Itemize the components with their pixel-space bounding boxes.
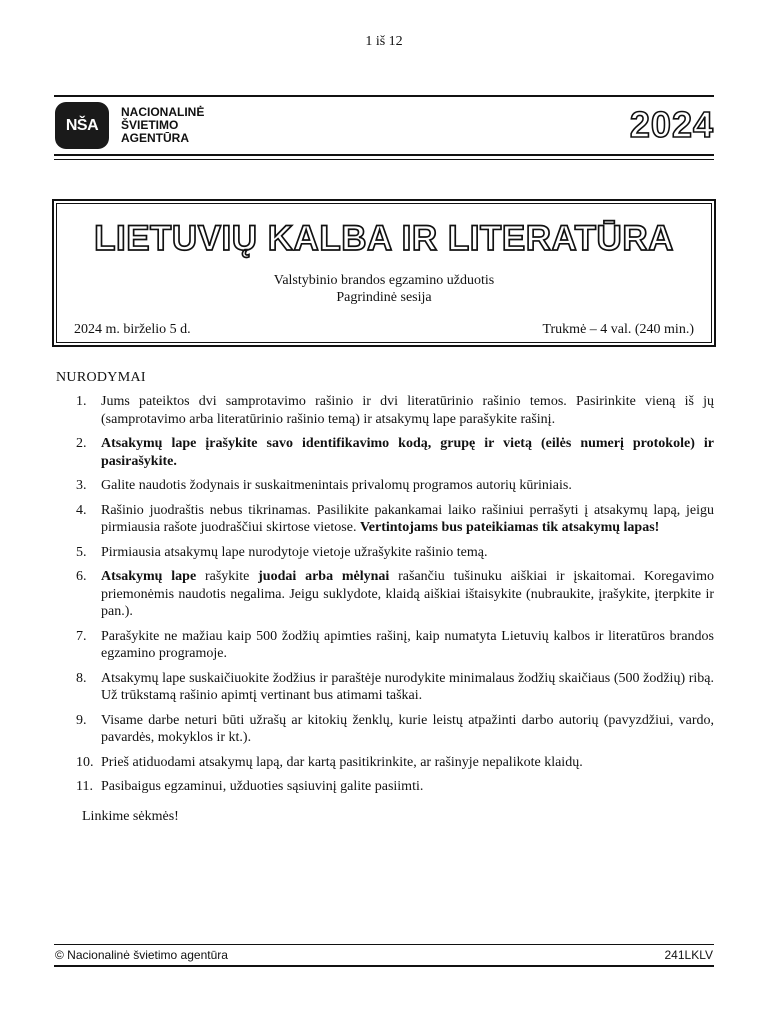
exam-year: 2024 — [629, 104, 714, 145]
exam-duration: Trukmė – 4 val. (240 min.) — [542, 322, 694, 337]
instruction-text-bold: Vertintojams bus pateikiamas tik atsakymų lapas! — [359, 520, 660, 535]
instruction-number: 10. — [76, 754, 94, 770]
instruction-item — [76, 568, 714, 621]
closing-wish: Linkime sėkmės! — [82, 809, 179, 824]
instruction-text-segment: Parašykite ne mažiau kaip 500 žodžių apimties rašinį, kaip numatyta Lietuvių kalbos ir literatūros brandos egzamino programoje. — [101, 628, 714, 661]
instruction-text-segment: Visame darbe neturi būti užrašų ar kitokių ženklų, kurie leistų atpažinti darbo autorių (pavyzdžiui, vardo, pavardės, mokyklos ir kt.). — [101, 712, 714, 745]
instruction-text-segment: Prieš atiduodami atsakymų lapą, dar kartą pasitikrinkite, ar rašinyje nepalikote klaidų. — [101, 754, 583, 770]
instruction-text-segment: Pasibaigus egzaminui, užduoties sąsiuvinį galite pasiimti. — [101, 779, 424, 794]
instructions-heading: NURODYMAI — [56, 370, 146, 385]
instruction-item — [76, 477, 714, 495]
instruction-number: 1. — [76, 394, 87, 409]
instruction-text — [101, 778, 714, 796]
footer-document-code: 241LKLV — [664, 948, 713, 962]
agency-name-line: NACIONALINĖ — [121, 105, 205, 119]
instruction-text — [101, 628, 714, 663]
instruction-text — [101, 435, 714, 470]
instruction-number: 6. — [76, 569, 87, 584]
instruction-item — [76, 670, 714, 705]
exam-date: 2024 m. birželio 5 d. — [74, 322, 191, 337]
instruction-text-bold: Atsakymų lape — [101, 569, 197, 584]
instruction-item — [76, 502, 714, 537]
instruction-item — [76, 754, 714, 772]
instruction-text-segment: Pirmiausia atsakymų lape nurodytoje vietoje užrašykite rašinio temą. — [101, 544, 488, 560]
instruction-number: 7. — [76, 628, 87, 644]
title-box — [52, 199, 716, 347]
nsa-logo-icon: NŠA — [55, 102, 109, 149]
instruction-text-segment: Galite naudotis žodynais ir suskaitmenintais privalomų programos autorių kūriniais. — [101, 478, 572, 493]
header-bottom-rule-thin — [54, 159, 714, 160]
instruction-number: 8. — [76, 670, 87, 686]
instruction-text-bold: juodai arba mėlynai — [258, 569, 390, 584]
instructions-list — [76, 393, 714, 803]
instruction-number: 2. — [76, 436, 87, 451]
instruction-text — [101, 754, 714, 772]
instruction-item — [76, 393, 714, 428]
subject-title: LIETUVIŲ KALBA IR LITERATŪRA — [94, 219, 674, 258]
footer-bottom-rule — [54, 965, 714, 967]
instruction-number: 4. — [76, 502, 87, 518]
instruction-text-segment: Rašinio juodraštis nebus tikrinamas. Pasilikite pakankamai laiko rašiniui perrašyti į atsakymų lapą, jeigu pirmiausia rašote juodraščiui skirtose vietose. — [101, 502, 714, 535]
instruction-text — [101, 393, 714, 428]
instruction-text — [101, 568, 714, 621]
instruction-text-segment: rašykite — [196, 569, 259, 584]
instruction-text-segment: Jums pateiktos dvi samprotavimo rašinio ir dvi literatūrinio rašinio temos. Pasirinkite vieną iš jų (samprotavimo arba literatūrinio rašinio temą) ir atsakymų lape parašykite rašinį. — [101, 394, 714, 427]
instruction-text-segment: rašančiu tušinuku aiškiai ir įskaitomai. Koregavimo priemonėmis naudotis negalima. Jeigu suklydote, klaidą aiškiai ištaisykite (nubraukite, įrašykite, įterpkite ir pan.). — [101, 569, 714, 619]
agency-name-line: ŠVIETIMO — [121, 118, 179, 132]
instruction-text — [101, 670, 714, 705]
instruction-number: 3. — [76, 478, 87, 493]
instruction-text — [101, 712, 714, 747]
instruction-item — [76, 778, 714, 796]
header-bottom-rule — [54, 154, 714, 156]
instruction-item — [76, 712, 714, 747]
instruction-item — [76, 628, 714, 663]
instruction-item — [76, 435, 714, 470]
agency-name-line: AGENTŪRA — [121, 131, 189, 145]
instruction-text-segment: Atsakymų lape suskaičiuokite žodžius ir paraštėje nurodykite minimalaus žodžių skaičiaus (500 žodžių) ribą. Už trūkstamą rašinio apimtį vertinant bus atimami taškai. — [101, 670, 714, 703]
footer-top-rule — [54, 944, 714, 945]
footer-copyright: © Nacionalinė švietimo agentūra — [55, 948, 228, 962]
header-top-rule — [54, 95, 714, 97]
exam-type: Valstybinio brandos egzamino užduotis — [273, 273, 495, 288]
instruction-number: 5. — [76, 544, 87, 560]
instruction-item — [76, 544, 714, 562]
agency-name — [121, 106, 204, 145]
exam-session: Pagrindinė sesija — [336, 290, 432, 305]
instruction-text — [101, 477, 714, 495]
instruction-number: 11. — [76, 779, 93, 794]
instruction-text-bold: Atsakymų lape įrašykite savo identifikavimo kodą, grupę ir vietą (eilės numerį protokole) ir pasirašykite. — [101, 436, 714, 469]
instruction-text — [101, 544, 714, 562]
page-number: 1 iš 12 — [365, 34, 403, 49]
instruction-number: 9. — [76, 712, 87, 728]
instruction-text — [101, 502, 714, 537]
